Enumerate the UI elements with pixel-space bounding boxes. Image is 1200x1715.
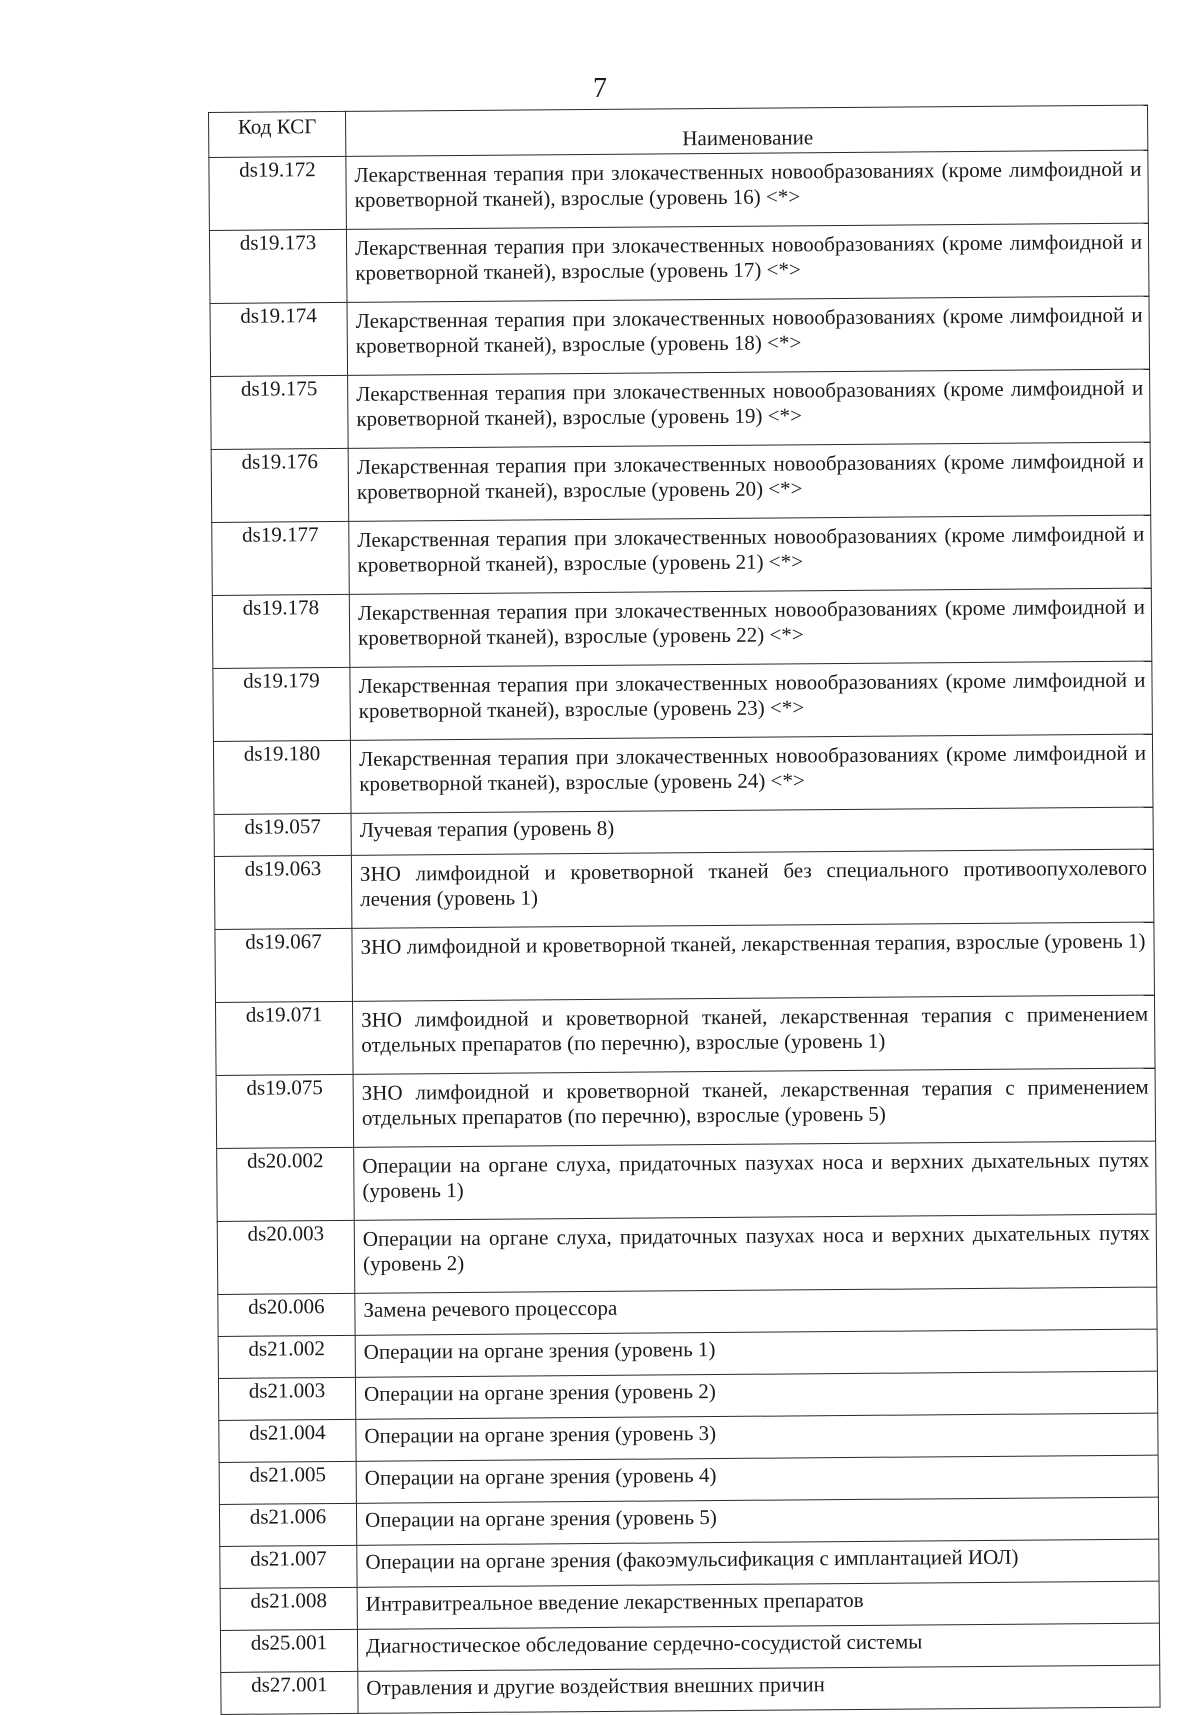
table-row xyxy=(209,223,1149,303)
row-code: ds20.003 xyxy=(217,1220,355,1294)
table-row xyxy=(211,369,1151,449)
table-row xyxy=(214,849,1154,929)
table-row xyxy=(220,1623,1159,1672)
table-row xyxy=(218,1287,1157,1336)
table-header-row xyxy=(209,105,1148,157)
row-code: ds21.008 xyxy=(220,1587,357,1630)
row-name: Лекарственная терапия при злокачественных новообразованиях (кроме лимфоидной и кроветворной тканей), взрослые (уровень 17) <*> xyxy=(346,223,1149,302)
table-row xyxy=(219,1455,1158,1504)
table-row xyxy=(212,588,1152,668)
row-code: ds21.005 xyxy=(219,1461,356,1504)
row-code: ds19.178 xyxy=(212,594,350,668)
table-row xyxy=(217,1214,1157,1294)
table-row xyxy=(219,1497,1158,1546)
table-row xyxy=(218,1329,1157,1378)
table-row xyxy=(219,1413,1158,1462)
row-name: Операции на органе зрения (уровень 5) xyxy=(356,1497,1158,1545)
row-name: Лекарственная терапия при злокачественных новообразованиях (кроме лимфоидной и кроветворной тканей), взрослые (уровень 16) <*> xyxy=(346,150,1149,229)
row-name: Диагностическое обследование сердечно-сосудистой системы xyxy=(357,1623,1159,1671)
table-row xyxy=(209,150,1149,230)
row-code: ds19.067 xyxy=(215,928,353,1002)
table-row xyxy=(221,1665,1160,1714)
row-name: Операции на органе зрения (уровень 4) xyxy=(356,1455,1158,1503)
row-name: Лекарственная терапия при злокачественных новообразованиях (кроме лимфоидной и кроветворной тканей), взрослые (уровень 18) <*> xyxy=(347,296,1150,375)
row-name: Операции на органе зрения (уровень 1) xyxy=(355,1329,1157,1377)
row-name: Лекарственная терапия при злокачественных новообразованиях (кроме лимфоидной и кроветворной тканей), взрослые (уровень 19) <*> xyxy=(348,369,1151,448)
row-code: ds25.001 xyxy=(220,1629,357,1672)
row-code: ds19.075 xyxy=(216,1074,354,1148)
row-name: Операции на органе зрения (факоэмульсификация с имплантацией ИОЛ) xyxy=(357,1539,1159,1587)
row-code: ds20.002 xyxy=(217,1147,355,1221)
table-row xyxy=(213,734,1153,814)
row-code: ds27.001 xyxy=(221,1671,358,1714)
row-code: ds19.063 xyxy=(214,855,352,929)
ksg-table-container xyxy=(208,105,1161,1715)
table-row xyxy=(220,1539,1159,1588)
row-name: Замена речевого процессора xyxy=(355,1287,1157,1335)
row-code: ds21.006 xyxy=(219,1503,356,1546)
row-name: Интравитреальное введение лекарственных препаратов xyxy=(357,1581,1159,1629)
row-code: ds19.175 xyxy=(211,375,349,449)
row-code: ds19.179 xyxy=(213,667,351,741)
row-name: Лекарственная терапия при злокачественных новообразованиях (кроме лимфоидной и кроветворной тканей), взрослые (уровень 21) <*> xyxy=(349,515,1152,594)
ksg-table xyxy=(208,105,1161,1715)
table-row xyxy=(215,922,1155,1002)
page-number: 7 xyxy=(593,73,607,104)
row-name: Операции на органе слуха, придаточных пазухах носа и верхних дыхательных путях (уровень 2) xyxy=(354,1214,1157,1293)
row-name: Лекарственная терапия при злокачественных новообразованиях (кроме лимфоидной и кроветворной тканей), взрослые (уровень 23) <*> xyxy=(350,661,1153,740)
row-code: ds19.173 xyxy=(209,229,347,303)
row-name: Лучевая терапия (уровень 8) xyxy=(351,807,1153,855)
header-code: Код КСГ xyxy=(209,111,346,157)
table-row xyxy=(214,807,1153,856)
table-row xyxy=(217,1141,1157,1221)
table-row xyxy=(213,661,1153,741)
table-row xyxy=(212,515,1152,595)
row-code: ds21.007 xyxy=(220,1545,357,1588)
table-row xyxy=(210,296,1150,376)
header-name: Наименование xyxy=(345,105,1147,156)
table-row xyxy=(220,1581,1159,1630)
row-code: ds19.071 xyxy=(215,1001,353,1075)
row-code: ds19.176 xyxy=(211,448,349,522)
row-name: Лекарственная терапия при злокачественных новообразованиях (кроме лимфоидной и кроветворной тканей), взрослые (уровень 20) <*> xyxy=(348,442,1151,521)
row-name: ЗНО лимфоидной и кроветворной тканей без специального противоопухолевого лечения (уровень 1) xyxy=(351,849,1154,928)
row-code: ds21.003 xyxy=(218,1377,355,1420)
row-name: Операции на органе зрения (уровень 2) xyxy=(355,1371,1157,1419)
row-name: Операции на органе слуха, придаточных пазухах носа и верхних дыхательных путях (уровень 1) xyxy=(354,1141,1157,1220)
table-row xyxy=(215,995,1155,1075)
row-name: ЗНО лимфоидной и кроветворной тканей, лекарственная терапия, взрослые (уровень 1) xyxy=(352,922,1155,1001)
row-name: ЗНО лимфоидной и кроветворной тканей, лекарственная терапия с применением отдельных препаратов (по перечню), взрослые (уровень 5) xyxy=(353,1068,1156,1147)
row-code: ds19.177 xyxy=(212,521,350,595)
row-name: ЗНО лимфоидной и кроветворной тканей, лекарственная терапия с применением отдельных препаратов (по перечню), взрослые (уровень 1) xyxy=(352,995,1155,1074)
row-code: ds19.057 xyxy=(214,813,351,856)
table-row xyxy=(211,442,1151,522)
row-name: Операции на органе зрения (уровень 3) xyxy=(356,1413,1158,1461)
row-name: Отравления и другие воздействия внешних причин xyxy=(358,1665,1160,1713)
row-code: ds20.006 xyxy=(218,1293,355,1336)
row-code: ds19.180 xyxy=(213,740,351,814)
row-code: ds19.174 xyxy=(210,302,348,376)
table-row xyxy=(218,1371,1157,1420)
row-name: Лекарственная терапия при злокачественных новообразованиях (кроме лимфоидной и кроветворной тканей), взрослые (уровень 24) <*> xyxy=(350,734,1153,813)
row-code: ds19.172 xyxy=(209,156,347,230)
row-name: Лекарственная терапия при злокачественных новообразованиях (кроме лимфоидной и кроветворной тканей), взрослые (уровень 22) <*> xyxy=(349,588,1152,667)
row-code: ds21.004 xyxy=(219,1419,356,1462)
row-code: ds21.002 xyxy=(218,1335,355,1378)
table-row xyxy=(216,1068,1156,1148)
